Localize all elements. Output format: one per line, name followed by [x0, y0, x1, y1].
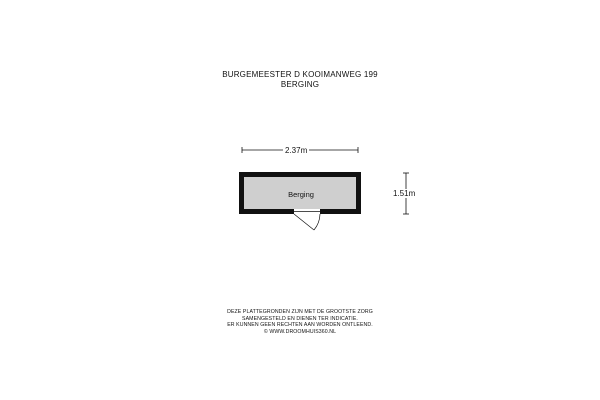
- address-title: BURGEMEESTER D KOOIMANWEG 199: [222, 70, 378, 79]
- disclaimer-line: ER KUNNEN GEEN RECHTEN AAN WORDEN ONTLEEND.: [227, 322, 373, 329]
- width-dimension-label: 2.37m: [285, 145, 308, 155]
- floor-title: BERGING: [280, 80, 320, 89]
- room-label-berging: Berging: [288, 190, 314, 199]
- disclaimer-line: SAMENGESTELD EN DIENEN TER INDICATIE.: [242, 315, 358, 322]
- height-dimension-label: 1.51m: [393, 188, 416, 198]
- disclaimer-block: [0, 309, 600, 335]
- disclaimer-line: DEZE PLATTEGRONDEN ZIJN MET DE GROOTSTE ZORG: [227, 309, 373, 315]
- copyright-line: © WWW.DROOMHUIS360.NL: [263, 328, 337, 335]
